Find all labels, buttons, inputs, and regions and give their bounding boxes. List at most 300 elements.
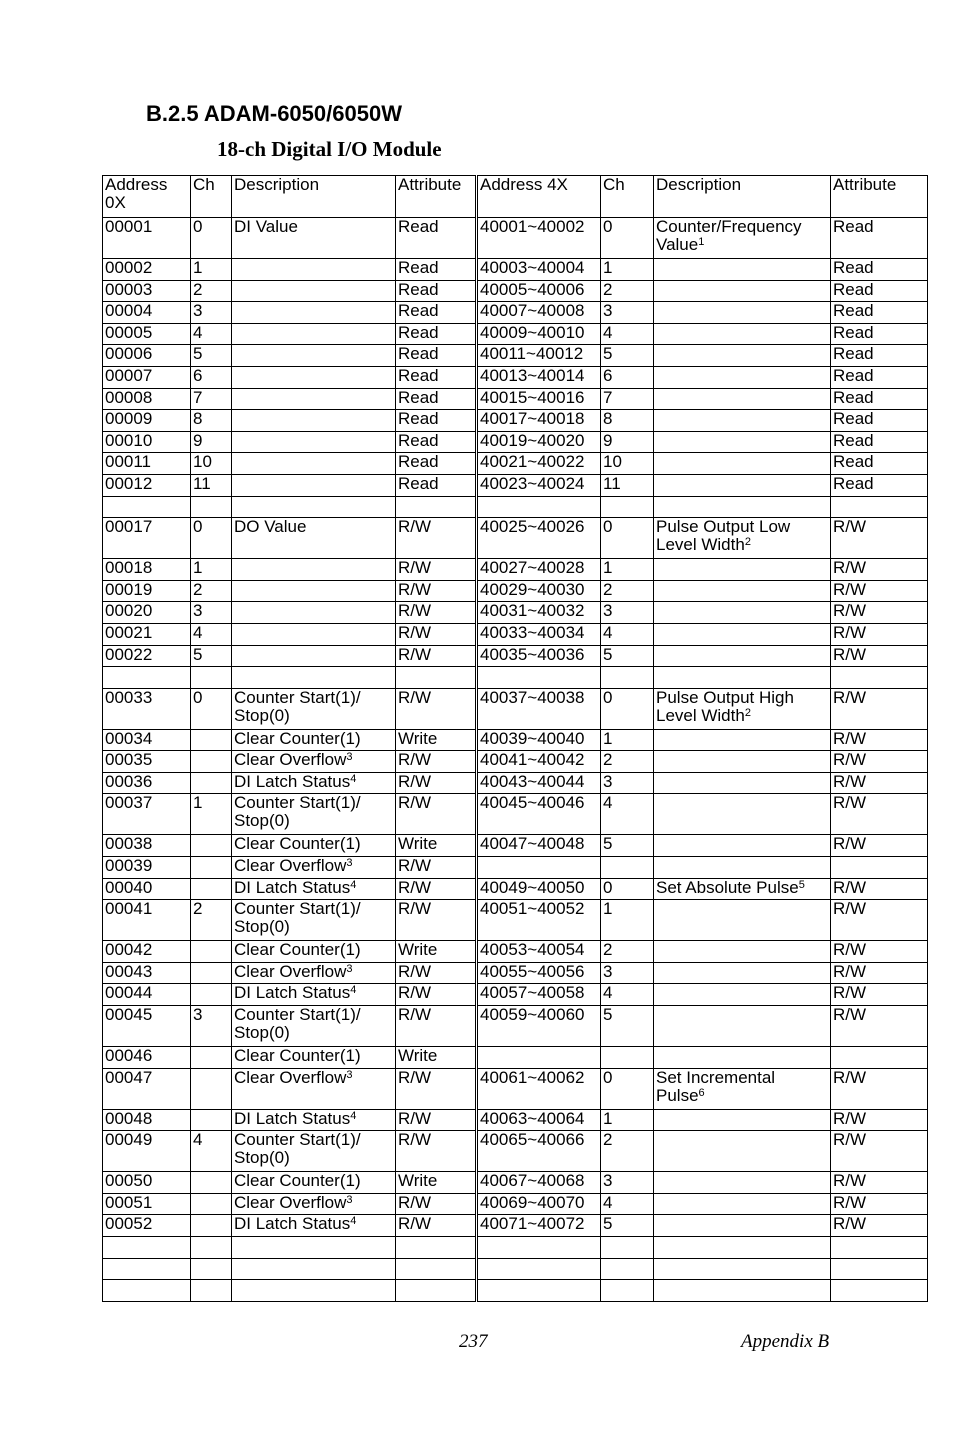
cell-ch-4x: 7 xyxy=(601,388,654,410)
table-row xyxy=(103,1280,928,1302)
table-row xyxy=(103,751,928,773)
section-title: B.2.5 ADAM-6050/6050W xyxy=(146,101,402,126)
cell-address-4x: 40025~40026 xyxy=(477,518,601,559)
cell-address-0x: 00003 xyxy=(103,280,191,302)
table-row xyxy=(103,1193,928,1215)
cell-attribute-4x: R/W xyxy=(831,1068,928,1109)
cell-attribute-0x: R/W xyxy=(396,772,477,794)
table-row xyxy=(103,496,928,518)
cell-address-0x xyxy=(103,1258,191,1280)
cell-attribute-0x: Read xyxy=(396,366,477,388)
cell-attribute-0x: R/W xyxy=(396,1006,477,1047)
cell-attribute-0x: R/W xyxy=(396,1068,477,1109)
cell-address-4x: 40013~40014 xyxy=(477,366,601,388)
table-row xyxy=(103,474,928,496)
cell-address-4x: 40059~40060 xyxy=(477,1006,601,1047)
cell-description-4x: Set Incremental Pulse$^6$ xyxy=(654,1068,831,1109)
cell-description-0x: Clear Overflow$^3$ xyxy=(232,1068,396,1109)
cell-description-0x: DI Latch Status$^4$ xyxy=(232,878,396,900)
cell-address-4x xyxy=(477,667,601,689)
cell-ch-0x xyxy=(191,1237,232,1259)
cell-ch-4x: 3 xyxy=(601,962,654,984)
cell-ch-4x: 3 xyxy=(601,302,654,324)
cell-ch-0x xyxy=(191,729,232,751)
cell-ch-0x xyxy=(191,962,232,984)
table-row xyxy=(103,835,928,857)
cell-ch-0x: 6 xyxy=(191,366,232,388)
cell-ch-0x: 1 xyxy=(191,559,232,581)
cell-description-0x: Counter Start(1)/ Stop(0) xyxy=(232,900,396,941)
cell-attribute-0x: R/W xyxy=(396,580,477,602)
cell-ch-4x: 1 xyxy=(601,900,654,941)
page-number: 237 xyxy=(459,1331,488,1352)
cell-address-4x: 40043~40044 xyxy=(477,772,601,794)
cell-description-0x xyxy=(232,280,396,302)
cell-address-0x: 00018 xyxy=(103,559,191,581)
cell-description-4x xyxy=(654,857,831,879)
cell-description-4x xyxy=(654,941,831,963)
cell-address-4x: 40069~40070 xyxy=(477,1193,601,1215)
table-row xyxy=(103,1068,928,1109)
cell-ch-4x: 10 xyxy=(601,453,654,475)
cell-attribute-0x: R/W xyxy=(396,751,477,773)
cell-attribute-0x: R/W xyxy=(396,602,477,624)
register-map-table xyxy=(102,175,928,1302)
cell-attribute-4x: R/W xyxy=(831,623,928,645)
cell-description-0x: DI Latch Status$^4$ xyxy=(232,772,396,794)
cell-address-0x: 00021 xyxy=(103,623,191,645)
cell-ch-4x: 8 xyxy=(601,410,654,432)
cell-ch-4x: 0 xyxy=(601,688,654,729)
cell-description-4x xyxy=(654,729,831,751)
table-row xyxy=(103,1258,928,1280)
cell-address-4x: 40029~40030 xyxy=(477,580,601,602)
cell-ch-4x: 11 xyxy=(601,474,654,496)
cell-attribute-4x: R/W xyxy=(831,962,928,984)
cell-attribute-0x xyxy=(396,667,477,689)
cell-description-0x: Clear Overflow$^3$ xyxy=(232,857,396,879)
table-row xyxy=(103,794,928,835)
cell-ch-0x: 2 xyxy=(191,280,232,302)
cell-address-0x: 00041 xyxy=(103,900,191,941)
cell-address-0x: 00033 xyxy=(103,688,191,729)
cell-description-4x xyxy=(654,835,831,857)
cell-description-4x xyxy=(654,772,831,794)
table-row xyxy=(103,857,928,879)
cell-address-4x xyxy=(477,1237,601,1259)
cell-description-4x xyxy=(654,1109,831,1131)
cell-description-4x xyxy=(654,474,831,496)
cell-ch-0x xyxy=(191,667,232,689)
cell-address-0x: 00042 xyxy=(103,941,191,963)
cell-description-4x xyxy=(654,1215,831,1237)
cell-attribute-4x: R/W xyxy=(831,941,928,963)
cell-attribute-0x: R/W xyxy=(396,900,477,941)
cell-attribute-4x: R/W xyxy=(831,772,928,794)
table-row xyxy=(103,900,928,941)
cell-attribute-4x xyxy=(831,496,928,518)
cell-ch-4x xyxy=(601,1280,654,1302)
cell-description-0x xyxy=(232,366,396,388)
cell-address-0x: 00044 xyxy=(103,984,191,1006)
table-row xyxy=(103,302,928,324)
cell-description-0x xyxy=(232,453,396,475)
cell-address-0x xyxy=(103,1237,191,1259)
cell-ch-0x: 3 xyxy=(191,302,232,324)
cell-attribute-4x: R/W xyxy=(831,900,928,941)
table-row xyxy=(103,388,928,410)
cell-description-4x xyxy=(654,1172,831,1194)
cell-ch-0x xyxy=(191,1258,232,1280)
cell-ch-4x: 1 xyxy=(601,1109,654,1131)
cell-attribute-4x: R/W xyxy=(831,729,928,751)
cell-address-0x: 00045 xyxy=(103,1006,191,1047)
cell-ch-0x: 4 xyxy=(191,1131,232,1172)
cell-ch-0x xyxy=(191,1047,232,1069)
cell-address-0x: 00022 xyxy=(103,645,191,667)
cell-attribute-4x: Read xyxy=(831,259,928,281)
cell-ch-4x: 3 xyxy=(601,772,654,794)
cell-address-0x: 00050 xyxy=(103,1172,191,1194)
cell-description-4x xyxy=(654,623,831,645)
cell-description-4x xyxy=(654,900,831,941)
cell-ch-4x: 2 xyxy=(601,751,654,773)
cell-attribute-0x: Read xyxy=(396,453,477,475)
cell-description-0x xyxy=(232,559,396,581)
cell-attribute-4x: R/W xyxy=(831,1215,928,1237)
cell-description-0x: Counter Start(1)/ Stop(0) xyxy=(232,1131,396,1172)
table-row xyxy=(103,1237,928,1259)
cell-attribute-0x: R/W xyxy=(396,518,477,559)
cell-attribute-4x: R/W xyxy=(831,688,928,729)
cell-address-0x: 00047 xyxy=(103,1068,191,1109)
cell-address-4x: 40015~40016 xyxy=(477,388,601,410)
cell-attribute-0x: Write xyxy=(396,1047,477,1069)
cell-attribute-4x: R/W xyxy=(831,518,928,559)
cell-address-4x: 40003~40004 xyxy=(477,259,601,281)
table-row xyxy=(103,1006,928,1047)
cell-address-4x: 40037~40038 xyxy=(477,688,601,729)
cell-address-4x: 40057~40058 xyxy=(477,984,601,1006)
cell-ch-4x xyxy=(601,1258,654,1280)
cell-address-4x: 40045~40046 xyxy=(477,794,601,835)
cell-attribute-4x: Read xyxy=(831,474,928,496)
table-row xyxy=(103,518,928,559)
cell-ch-4x: 1 xyxy=(601,729,654,751)
cell-ch-4x xyxy=(601,1237,654,1259)
header-description-4x: Description xyxy=(654,176,831,218)
cell-ch-4x: 3 xyxy=(601,602,654,624)
cell-description-0x xyxy=(232,645,396,667)
cell-description-0x xyxy=(232,431,396,453)
cell-attribute-0x: Read xyxy=(396,410,477,432)
header-address-4x: Address 4X xyxy=(477,176,601,218)
cell-attribute-4x xyxy=(831,1280,928,1302)
cell-description-4x xyxy=(654,302,831,324)
cell-description-4x xyxy=(654,1193,831,1215)
cell-attribute-4x: R/W xyxy=(831,645,928,667)
cell-address-4x: 40039~40040 xyxy=(477,729,601,751)
cell-address-0x: 00043 xyxy=(103,962,191,984)
cell-address-0x: 00037 xyxy=(103,794,191,835)
cell-address-4x: 40049~40050 xyxy=(477,878,601,900)
cell-address-0x: 00036 xyxy=(103,772,191,794)
cell-attribute-4x: R/W xyxy=(831,1006,928,1047)
appendix-label: Appendix B xyxy=(741,1331,830,1352)
cell-attribute-4x: R/W xyxy=(831,878,928,900)
cell-ch-0x xyxy=(191,1280,232,1302)
cell-attribute-4x xyxy=(831,1047,928,1069)
cell-ch-0x: 9 xyxy=(191,431,232,453)
table-row xyxy=(103,878,928,900)
cell-ch-0x: 3 xyxy=(191,602,232,624)
cell-address-4x: 40053~40054 xyxy=(477,941,601,963)
cell-ch-4x: 2 xyxy=(601,580,654,602)
cell-attribute-0x: Read xyxy=(396,345,477,367)
cell-address-4x: 40041~40042 xyxy=(477,751,601,773)
cell-description-0x xyxy=(232,1237,396,1259)
cell-description-0x xyxy=(232,323,396,345)
cell-ch-0x: 0 xyxy=(191,218,232,259)
cell-address-0x xyxy=(103,1280,191,1302)
cell-description-4x xyxy=(654,984,831,1006)
cell-attribute-0x: Write xyxy=(396,941,477,963)
cell-ch-0x: 8 xyxy=(191,410,232,432)
cell-ch-0x xyxy=(191,857,232,879)
cell-attribute-0x: R/W xyxy=(396,962,477,984)
cell-address-0x: 00008 xyxy=(103,388,191,410)
cell-ch-0x xyxy=(191,878,232,900)
cell-ch-0x xyxy=(191,1109,232,1131)
cell-address-0x: 00009 xyxy=(103,410,191,432)
cell-attribute-4x: R/W xyxy=(831,751,928,773)
cell-ch-4x xyxy=(601,667,654,689)
cell-address-4x: 40063~40064 xyxy=(477,1109,601,1131)
cell-attribute-0x xyxy=(396,1258,477,1280)
table-row xyxy=(103,645,928,667)
cell-address-4x xyxy=(477,1280,601,1302)
cell-address-0x: 00049 xyxy=(103,1131,191,1172)
cell-attribute-4x: Read xyxy=(831,302,928,324)
cell-description-0x: Clear Overflow$^3$ xyxy=(232,751,396,773)
cell-ch-4x xyxy=(601,857,654,879)
cell-ch-0x xyxy=(191,772,232,794)
cell-ch-0x: 1 xyxy=(191,259,232,281)
header-description-0x: Description xyxy=(232,176,396,218)
table-header-row xyxy=(103,176,928,218)
cell-attribute-0x xyxy=(396,496,477,518)
table-row xyxy=(103,962,928,984)
table-row xyxy=(103,1215,928,1237)
header-address-0x: Address 0X xyxy=(103,176,191,218)
cell-description-0x: DI Latch Status$^4$ xyxy=(232,1109,396,1131)
cell-description-0x xyxy=(232,667,396,689)
cell-address-4x: 40007~40008 xyxy=(477,302,601,324)
cell-address-4x: 40051~40052 xyxy=(477,900,601,941)
cell-description-0x: Counter Start(1)/ Stop(0) xyxy=(232,688,396,729)
cell-ch-4x: 4 xyxy=(601,984,654,1006)
cell-description-4x xyxy=(654,431,831,453)
cell-description-4x xyxy=(654,1258,831,1280)
cell-address-0x: 00007 xyxy=(103,366,191,388)
header-ch-0x: Ch xyxy=(191,176,232,218)
table-row xyxy=(103,667,928,689)
header-attribute-0x: Attribute xyxy=(396,176,477,218)
cell-attribute-0x: Read xyxy=(396,474,477,496)
cell-address-4x: 40047~40048 xyxy=(477,835,601,857)
cell-ch-0x: 3 xyxy=(191,1006,232,1047)
cell-description-0x: Clear Counter(1) xyxy=(232,835,396,857)
cell-description-0x xyxy=(232,302,396,324)
cell-address-0x: 00019 xyxy=(103,580,191,602)
cell-ch-4x: 9 xyxy=(601,431,654,453)
cell-attribute-4x: Read xyxy=(831,280,928,302)
cell-description-0x: Clear Counter(1) xyxy=(232,729,396,751)
cell-ch-4x: 2 xyxy=(601,280,654,302)
cell-address-4x xyxy=(477,1258,601,1280)
cell-attribute-4x: R/W xyxy=(831,580,928,602)
cell-ch-4x: 2 xyxy=(601,1131,654,1172)
cell-description-0x xyxy=(232,602,396,624)
cell-address-0x: 00038 xyxy=(103,835,191,857)
table-row xyxy=(103,410,928,432)
cell-attribute-0x: R/W xyxy=(396,857,477,879)
cell-ch-4x: 5 xyxy=(601,1215,654,1237)
cell-attribute-4x: R/W xyxy=(831,559,928,581)
cell-description-4x xyxy=(654,645,831,667)
cell-address-4x: 40011~40012 xyxy=(477,345,601,367)
cell-ch-0x: 10 xyxy=(191,453,232,475)
cell-ch-4x: 0 xyxy=(601,878,654,900)
table-row xyxy=(103,280,928,302)
cell-address-4x xyxy=(477,857,601,879)
cell-description-0x: DI Latch Status$^4$ xyxy=(232,984,396,1006)
cell-ch-0x xyxy=(191,751,232,773)
cell-attribute-4x xyxy=(831,1258,928,1280)
cell-attribute-4x: R/W xyxy=(831,984,928,1006)
cell-ch-4x: 4 xyxy=(601,623,654,645)
cell-address-0x xyxy=(103,496,191,518)
cell-description-4x xyxy=(654,580,831,602)
cell-address-0x: 00040 xyxy=(103,878,191,900)
cell-ch-0x: 4 xyxy=(191,623,232,645)
table-row xyxy=(103,602,928,624)
cell-description-4x xyxy=(654,366,831,388)
cell-address-4x: 40067~40068 xyxy=(477,1172,601,1194)
table-row xyxy=(103,772,928,794)
cell-attribute-0x: R/W xyxy=(396,1109,477,1131)
cell-address-0x: 00039 xyxy=(103,857,191,879)
cell-ch-4x: 2 xyxy=(601,941,654,963)
cell-description-0x xyxy=(232,410,396,432)
table-row xyxy=(103,431,928,453)
cell-ch-0x xyxy=(191,1172,232,1194)
table-row xyxy=(103,559,928,581)
cell-description-0x: Clear Counter(1) xyxy=(232,1172,396,1194)
cell-description-0x xyxy=(232,580,396,602)
cell-description-0x: DI Latch Status$^4$ xyxy=(232,1215,396,1237)
cell-description-4x xyxy=(654,794,831,835)
cell-ch-4x: 5 xyxy=(601,1006,654,1047)
cell-attribute-0x: R/W xyxy=(396,688,477,729)
cell-description-4x xyxy=(654,345,831,367)
cell-ch-0x: 11 xyxy=(191,474,232,496)
cell-description-0x: Clear Overflow$^3$ xyxy=(232,1193,396,1215)
cell-ch-4x xyxy=(601,496,654,518)
table-row xyxy=(103,1047,928,1069)
cell-ch-0x: 2 xyxy=(191,580,232,602)
cell-ch-4x: 5 xyxy=(601,345,654,367)
cell-description-4x: Counter/Frequency Value$^1$ xyxy=(654,218,831,259)
cell-attribute-4x xyxy=(831,667,928,689)
cell-ch-4x: 4 xyxy=(601,323,654,345)
cell-attribute-0x: Write xyxy=(396,729,477,751)
cell-attribute-4x: R/W xyxy=(831,794,928,835)
cell-attribute-0x: Write xyxy=(396,1172,477,1194)
cell-address-0x: 00004 xyxy=(103,302,191,324)
cell-ch-4x: 0 xyxy=(601,1068,654,1109)
cell-ch-4x: 1 xyxy=(601,259,654,281)
cell-ch-0x xyxy=(191,984,232,1006)
cell-description-0x xyxy=(232,388,396,410)
cell-attribute-4x: Read xyxy=(831,366,928,388)
cell-address-0x: 00048 xyxy=(103,1109,191,1131)
cell-ch-4x: 5 xyxy=(601,835,654,857)
cell-attribute-4x: Read xyxy=(831,388,928,410)
cell-address-4x xyxy=(477,496,601,518)
cell-attribute-0x: R/W xyxy=(396,645,477,667)
cell-attribute-0x: R/W xyxy=(396,984,477,1006)
cell-address-0x xyxy=(103,667,191,689)
cell-ch-0x: 5 xyxy=(191,345,232,367)
table-row xyxy=(103,688,928,729)
cell-address-4x: 40001~40002 xyxy=(477,218,601,259)
cell-address-0x: 00035 xyxy=(103,751,191,773)
cell-description-4x xyxy=(654,559,831,581)
cell-description-0x xyxy=(232,623,396,645)
cell-description-0x xyxy=(232,1258,396,1280)
cell-ch-0x xyxy=(191,1193,232,1215)
cell-description-0x xyxy=(232,1280,396,1302)
cell-attribute-0x: R/W xyxy=(396,794,477,835)
cell-description-0x xyxy=(232,496,396,518)
table-row xyxy=(103,580,928,602)
cell-attribute-4x: R/W xyxy=(831,1131,928,1172)
cell-attribute-0x: R/W xyxy=(396,559,477,581)
cell-ch-0x: 0 xyxy=(191,518,232,559)
header-ch-4x: Ch xyxy=(601,176,654,218)
table-row xyxy=(103,984,928,1006)
cell-ch-0x xyxy=(191,835,232,857)
table-row xyxy=(103,218,928,259)
cell-ch-4x: 6 xyxy=(601,366,654,388)
cell-attribute-0x: R/W xyxy=(396,878,477,900)
table-row xyxy=(103,453,928,475)
cell-description-4x xyxy=(654,280,831,302)
cell-ch-0x: 1 xyxy=(191,794,232,835)
module-subtitle: 18-ch Digital I/O Module xyxy=(217,137,442,161)
cell-ch-0x xyxy=(191,1215,232,1237)
cell-attribute-0x: Write xyxy=(396,835,477,857)
cell-ch-0x: 2 xyxy=(191,900,232,941)
cell-attribute-4x: R/W xyxy=(831,1172,928,1194)
cell-description-4x: Set Absolute Pulse$^5$ xyxy=(654,878,831,900)
cell-attribute-4x: Read xyxy=(831,345,928,367)
cell-address-4x: 40065~40066 xyxy=(477,1131,601,1172)
cell-attribute-4x: Read xyxy=(831,218,928,259)
cell-attribute-0x: R/W xyxy=(396,623,477,645)
cell-address-4x: 40009~40010 xyxy=(477,323,601,345)
